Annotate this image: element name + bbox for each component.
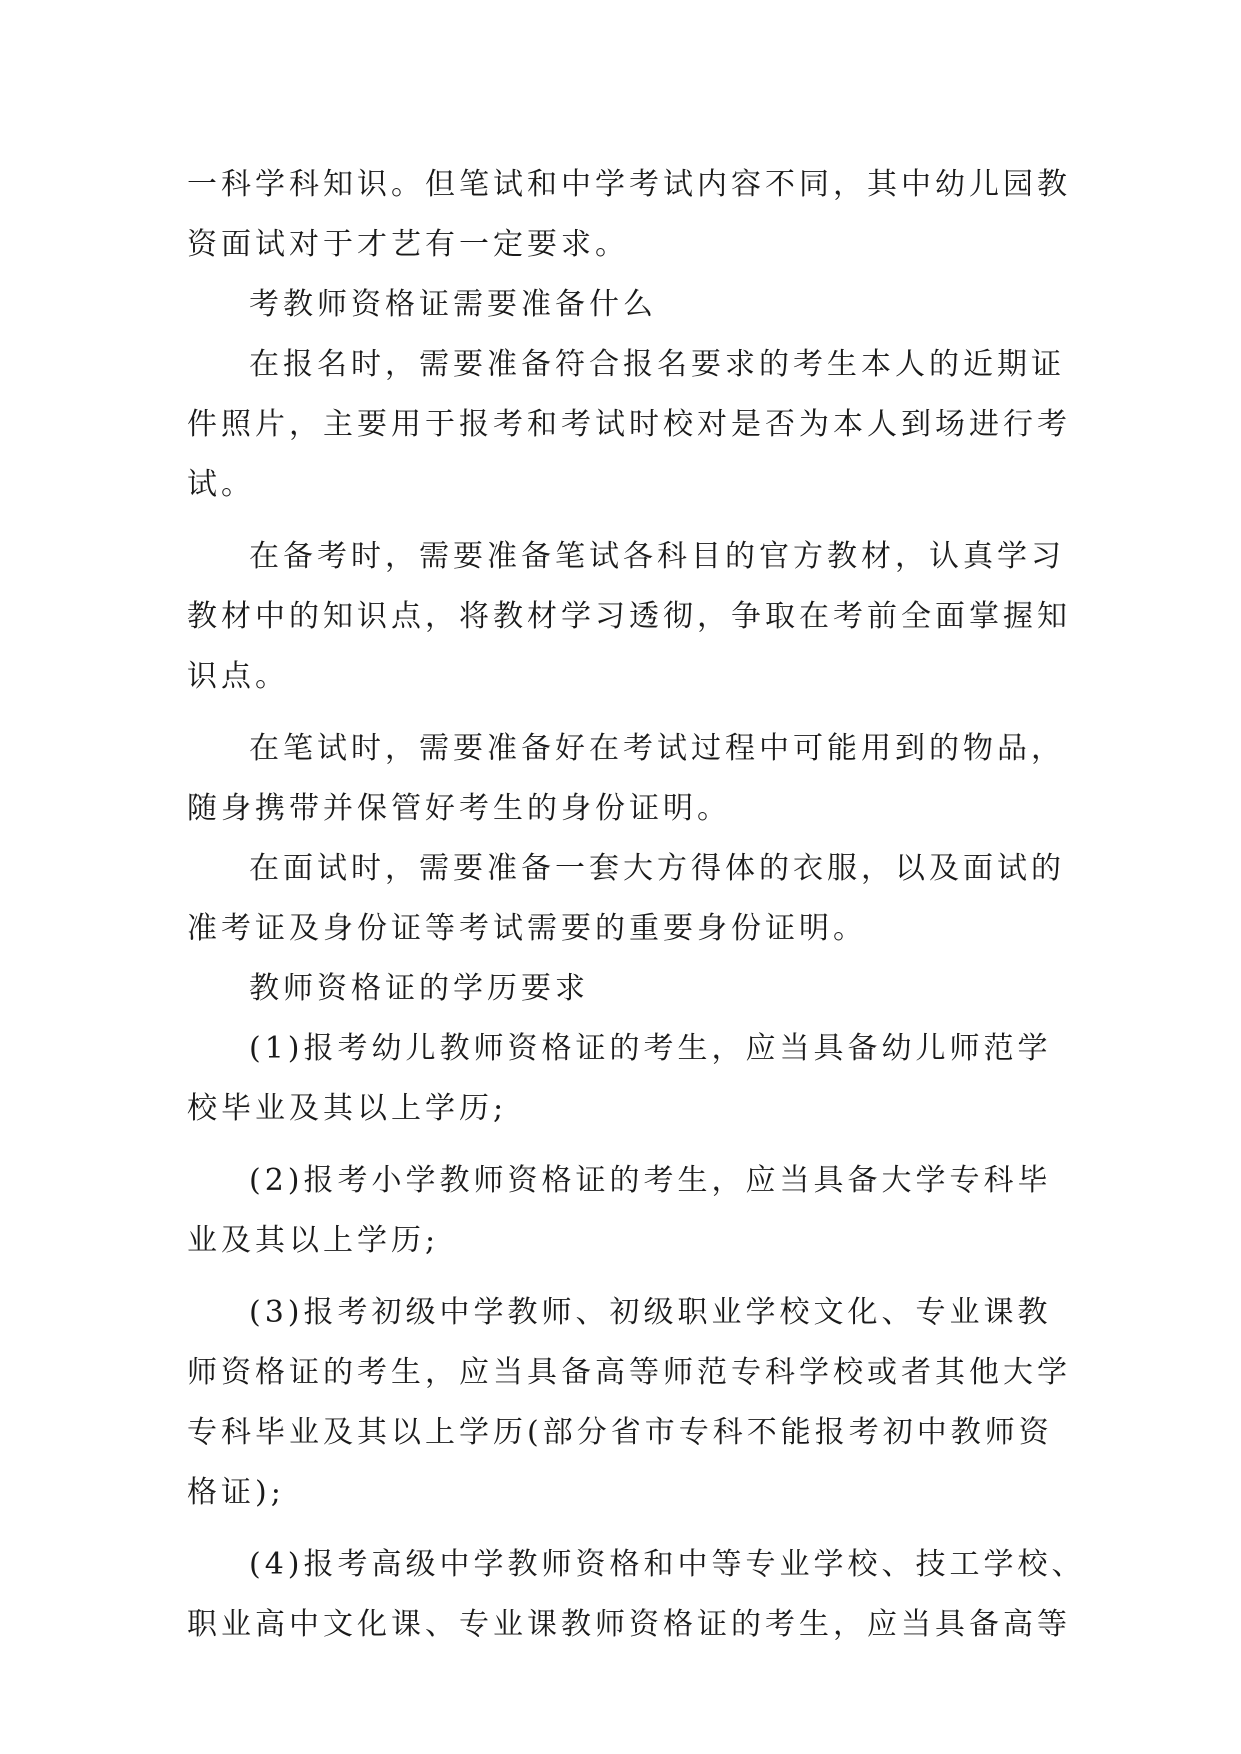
paragraph-line: 试。 [187, 467, 255, 502]
list-item-line: 师资格证的考生，应当具备高等师范专科学校或者其他大学 [187, 1355, 1071, 1390]
list-item-line: 业及其以上学历; [187, 1223, 440, 1258]
paragraph-line: 准考证及身份证等考试需要的重要身份证明。 [187, 911, 867, 946]
paragraph-line: 在笔试时，需要准备好在考试过程中可能用到的物品， [249, 731, 1065, 766]
list-item-line: 格证); [187, 1475, 285, 1510]
paragraph-line: 教材中的知识点，将教材学习透彻，争取在考前全面掌握知 [187, 599, 1071, 634]
paragraph-line: 随身携带并保管好考生的身份证明。 [187, 791, 731, 826]
list-item-line: 专科毕业及其以上学历(部分省市专科不能报考初中教师资 [187, 1415, 1053, 1450]
paragraph-line: 识点。 [187, 659, 289, 694]
paragraph-line: 件照片，主要用于报考和考试时校对是否为本人到场进行考 [187, 407, 1071, 442]
section-heading: 教师资格证的学历要求 [249, 971, 589, 1006]
paragraph-line: 在备考时，需要准备笔试各科目的官方教材，认真学习 [249, 539, 1065, 574]
paragraph-line: 一科学科知识。但笔试和中学考试内容不同，其中幼儿园教 [187, 167, 1071, 202]
document-body [187, 155, 1086, 1655]
list-item-line: (4)报考高级中学教师资格和中等专业学校、技工学校、 [249, 1547, 1086, 1582]
list-item-line: 校毕业及其以上学历; [187, 1091, 508, 1126]
list-item-line: (2)报考小学教师资格证的考生，应当具备大学专科毕 [249, 1163, 1052, 1198]
paragraph-line: 资面试对于才艺有一定要求。 [187, 227, 629, 262]
list-item-line: (1)报考幼儿教师资格证的考生，应当具备幼儿师范学 [249, 1031, 1052, 1066]
list-item-line: 职业高中文化课、专业课教师资格证的考生，应当具备高等 [187, 1607, 1071, 1642]
list-item-line: (3)报考初级中学教师、初级职业学校文化、专业课教 [249, 1295, 1052, 1330]
paragraph-line: 在面试时，需要准备一套大方得体的衣服，以及面试的 [249, 851, 1065, 886]
section-heading: 考教师资格证需要准备什么 [249, 287, 657, 322]
paragraph-line: 在报名时，需要准备符合报名要求的考生本人的近期证 [249, 347, 1065, 382]
